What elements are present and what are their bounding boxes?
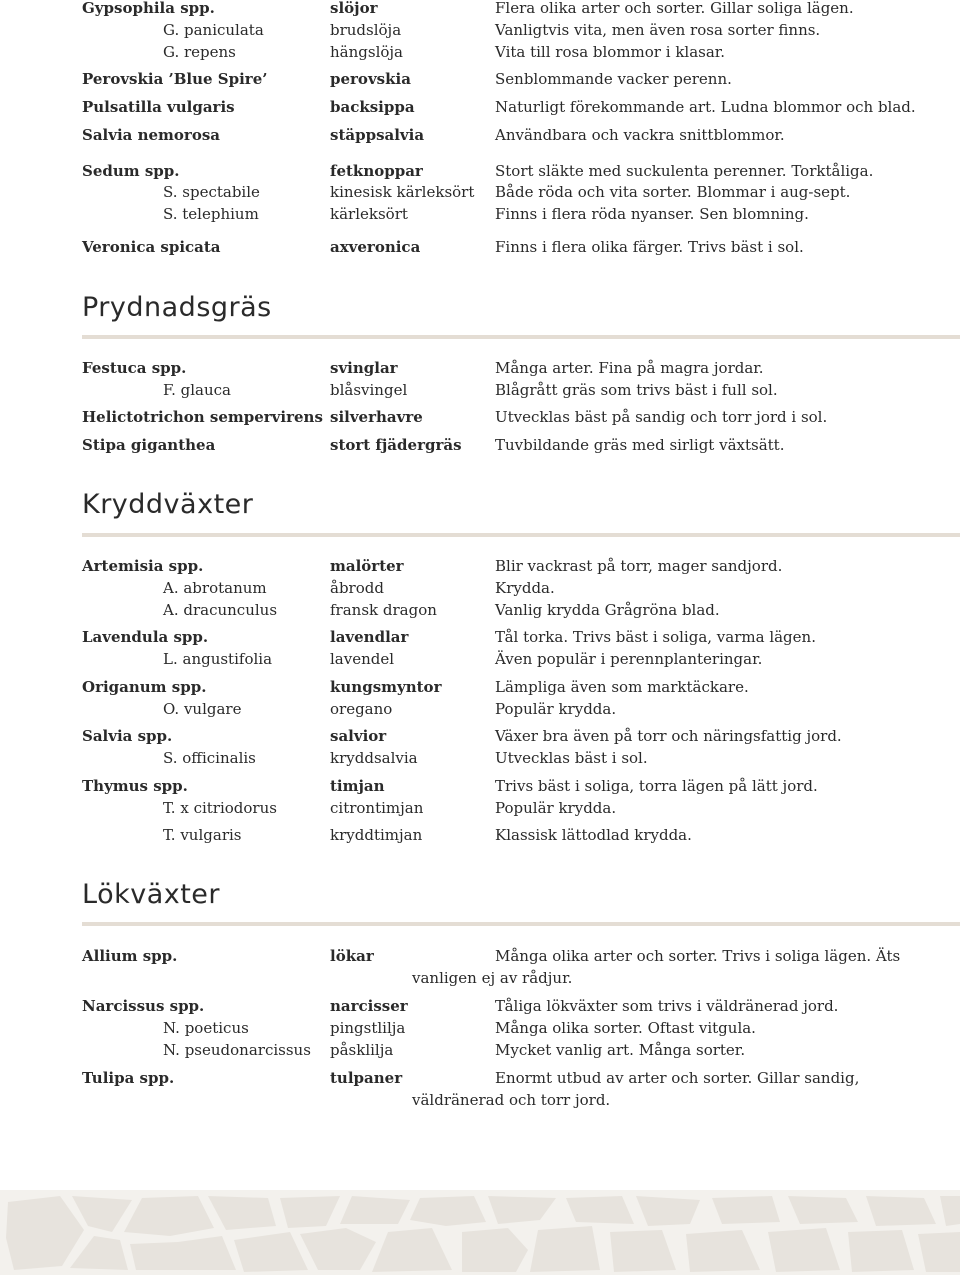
latin-name: Tulipa spp. [82, 1069, 175, 1087]
list-item [0, 379, 960, 401]
latin-name: Thymus spp. [82, 777, 188, 795]
plant-note: Vita till rosa blommor i klasar. [495, 43, 726, 61]
list-item [0, 160, 960, 182]
common-name: kärleksört [330, 205, 408, 223]
plant-note: Vanligtvis vita, men även rosa sorter finns. [495, 21, 821, 39]
list-item [0, 203, 960, 225]
common-name: silverhavre [330, 408, 423, 426]
latin-name: Allium spp. [82, 947, 178, 965]
section-divider [82, 533, 960, 537]
plant-note: Populär krydda. [495, 700, 617, 718]
latin-name: Gypsophila spp. [82, 0, 215, 17]
plant-note: Trivs bäst i soliga, torra lägen på lätt jord. [495, 777, 818, 795]
list-item [0, 995, 960, 1017]
stone-pattern-footer [0, 1190, 960, 1275]
section-title-bulbs: Lökväxter [82, 879, 221, 910]
plant-note-continuation: väldränerad och torr jord. [412, 1091, 611, 1109]
latin-name: Narcissus spp. [82, 997, 205, 1015]
latin-name: Sedum spp. [82, 162, 180, 180]
list-item [0, 357, 960, 379]
list-item [0, 236, 960, 258]
list-item [0, 775, 960, 797]
plant-note: Lämpliga även som marktäckare. [495, 678, 749, 696]
plant-note: Blågrått gräs som trivs bäst i full sol. [495, 381, 778, 399]
section-divider [82, 335, 960, 339]
common-name: backsippa [330, 98, 415, 116]
common-name: åbrodd [330, 579, 384, 597]
plant-note: Tuvbildande gräs med sirligt växtsätt. [495, 436, 785, 454]
list-item [0, 747, 960, 769]
common-name: påsklilja [330, 1041, 394, 1059]
list-item [0, 41, 960, 63]
latin-name: Stipa giganthea [82, 436, 216, 454]
common-name: kungsmyntor [330, 678, 442, 696]
latin-name: Origanum spp. [82, 678, 207, 696]
common-name: fetknoppar [330, 162, 423, 180]
latin-name: Artemisia spp. [82, 557, 204, 575]
common-name: brudslöja [330, 21, 402, 39]
plant-note: Både röda och vita sorter. Blommar i aug-sept. [495, 183, 851, 201]
common-name: pingstlilja [330, 1019, 406, 1037]
plant-note: Senblommande vacker perenn. [495, 70, 732, 88]
list-item [0, 96, 960, 118]
latin-name: S. officinalis [163, 749, 256, 767]
common-name: oregano [330, 700, 393, 718]
common-name: fransk dragon [330, 601, 437, 619]
plant-note: Klassisk lättodlad krydda. [495, 826, 692, 844]
latin-name: N. poeticus [163, 1019, 249, 1037]
plant-note: Många arter. Fina på magra jordar. [495, 359, 764, 377]
common-name: stäppsalvia [330, 126, 425, 144]
latin-name: F. glauca [163, 381, 231, 399]
list-item [0, 1039, 960, 1061]
latin-name: Perovskia ’Blue Spire’ [82, 70, 268, 88]
latin-name: Veronica spicata [82, 238, 221, 256]
plant-note: Utvecklas bäst i sol. [495, 749, 648, 767]
latin-name: G. paniculata [163, 21, 264, 39]
list-item [0, 434, 960, 456]
latin-name: O. vulgare [163, 700, 242, 718]
latin-name: Salvia nemorosa [82, 126, 221, 144]
stone-pattern-graphic [0, 1190, 960, 1275]
plant-note: Stort släkte med suckulenta perenner. Torktåliga. [495, 162, 874, 180]
list-item [0, 577, 960, 599]
common-name: axveronica [330, 238, 421, 256]
list-item [0, 945, 960, 967]
plant-note: Naturligt förekommande art. Ludna blommor och blad. [495, 98, 916, 116]
list-item [0, 599, 960, 621]
latin-name: Lavendula spp. [82, 628, 209, 646]
list-item [0, 648, 960, 670]
latin-name: G. repens [163, 43, 236, 61]
plant-note: Mycket vanlig art. Många sorter. [495, 1041, 746, 1059]
list-item [0, 0, 960, 19]
latin-name: Festuca spp. [82, 359, 187, 377]
common-name: kryddtimjan [330, 826, 423, 844]
latin-name: S. telephium [163, 205, 259, 223]
common-name: lökar [330, 947, 374, 965]
plant-note: Populär krydda. [495, 799, 617, 817]
list-item [0, 797, 960, 819]
list-item [0, 1017, 960, 1039]
list-item [0, 725, 960, 747]
common-name: kinesisk kärleksört [330, 183, 475, 201]
list-item [0, 555, 960, 577]
common-name: citrontimjan [330, 799, 424, 817]
common-name: salvior [330, 727, 387, 745]
common-name: lavendlar [330, 628, 409, 646]
section-title-herbs: Kryddväxter [82, 489, 254, 520]
common-name: stort fjädergräs [330, 436, 462, 454]
plant-note: Flera olika arter och sorter. Gillar soliga lägen. [495, 0, 854, 17]
latin-name: Pulsatilla vulgaris [82, 98, 235, 116]
plant-note: Krydda. [495, 579, 555, 597]
plant-note: Vanlig krydda Grågröna blad. [495, 601, 720, 619]
plant-note: Tål torka. Trivs bäst i soliga, varma lägen. [495, 628, 816, 646]
section-title-grasses: Prydnadsgräs [82, 292, 272, 323]
plant-note: Finns i flera röda nyanser. Sen blomning. [495, 205, 809, 223]
plant-note: Växer bra även på torr och näringsfattig jord. [495, 727, 842, 745]
common-name: lavendel [330, 650, 395, 668]
latin-name: Helictotrichon sempervirens [82, 408, 323, 426]
list-item [0, 1067, 960, 1089]
latin-name: N. pseudonarcissus [163, 1041, 311, 1059]
plant-note: Tåliga lökväxter som trivs i väldränerad jord. [495, 997, 839, 1015]
list-item [0, 626, 960, 648]
latin-name: T. vulgaris [163, 826, 242, 844]
plant-note: Användbara och vackra snittblommor. [495, 126, 785, 144]
common-name: timjan [330, 777, 385, 795]
list-item [0, 676, 960, 698]
latin-name: Salvia spp. [82, 727, 173, 745]
list-item [0, 824, 960, 846]
common-name: tulpaner [330, 1069, 403, 1087]
plant-note: Enormt utbud av arter och sorter. Gillar sandig, [495, 1069, 860, 1087]
plant-note: Blir vackrast på torr, mager sandjord. [495, 557, 783, 575]
latin-name: S. spectabile [163, 183, 260, 201]
list-item [0, 181, 960, 203]
latin-name: L. angustifolia [163, 650, 273, 668]
list-item [0, 68, 960, 90]
common-name: blåsvingel [330, 381, 408, 399]
latin-name: A. abrotanum [163, 579, 267, 597]
plant-note: Utvecklas bäst på sandig och torr jord i sol. [495, 408, 828, 426]
list-item [0, 406, 960, 428]
common-name: hängslöja [330, 43, 403, 61]
latin-name: T. x citriodorus [163, 799, 277, 817]
latin-name: A. dracunculus [163, 601, 278, 619]
plant-note-continuation: vanligen ej av rådjur. [412, 969, 573, 987]
list-item [0, 698, 960, 720]
list-item [0, 19, 960, 41]
plant-note: Många olika sorter. Oftast vitgula. [495, 1019, 756, 1037]
common-name: slöjor [330, 0, 378, 17]
common-name: kryddsalvia [330, 749, 418, 767]
list-item [0, 124, 960, 146]
plant-note: Finns i flera olika färger. Trivs bäst i sol. [495, 238, 804, 256]
plant-note: Även populär i perennplanteringar. [495, 650, 763, 668]
plant-note: Många olika arter och sorter. Trivs i soliga lägen. Äts [495, 947, 901, 965]
common-name: perovskia [330, 70, 411, 88]
common-name: narcisser [330, 997, 408, 1015]
section-divider [82, 922, 960, 926]
common-name: svinglar [330, 359, 398, 377]
common-name: malörter [330, 557, 404, 575]
